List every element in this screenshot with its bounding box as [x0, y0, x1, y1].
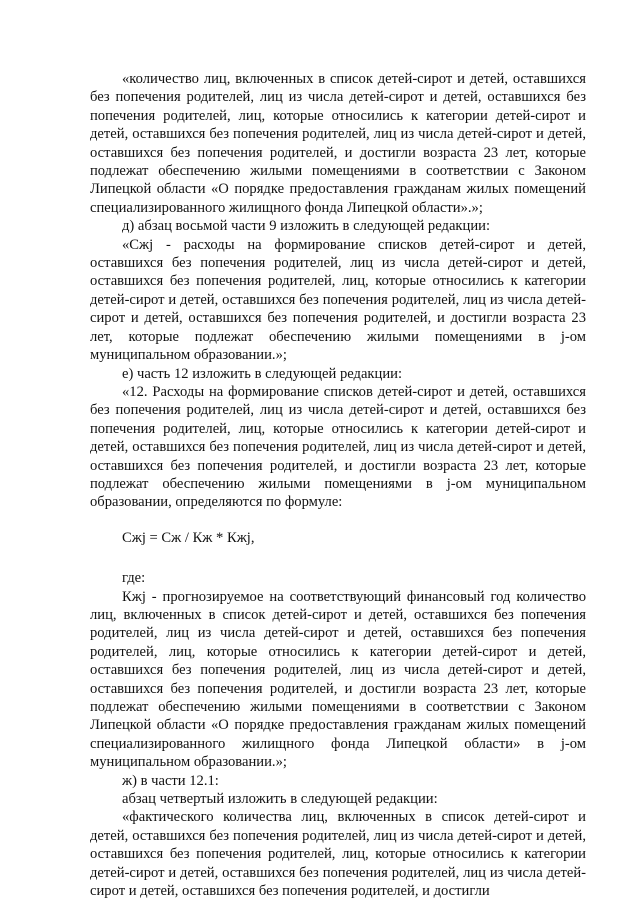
document-page: [90, 70, 586, 900]
paragraph-kzhj-definition: Кжj - прогнозируемое на соответствующий финансовый год количество лиц, включенных в список детей-сирот и детей, оставшихся без попечения родителей, лиц из числа детей-сирот и детей, оставшихся без попечения родителей, лиц, которые относились к категории детей-сирот и детей, оставшихся без попечения родителей, лиц из числа детей-сирот и детей, оставшихся без попечения родителей, и достигли возраста 23 лет, которые подлежат обеспечению жилыми помещениями в соответствии с Законом Липецкой области «О порядке предоставления гражданам жилых помещений специализированного жилищного фонда Липецкой области» в j-ом муниципальном образовании.»;: [90, 588, 586, 771]
paragraph-part-12: «12. Расходы на формирование списков детей-сирот и детей, оставшихся без попечения родителей, лиц из числа детей-сирот и детей, оставшихся без попечения родителей, лиц, которые относились к категории детей-сирот и детей, оставшихся без попечения родителей, лиц из числа детей-сирот и детей, оставшихся без попечения родителей, и достигли возраста 23 лет, которые подлежат обеспечению жилыми помещениями в j-ом муниципальном образовании, определяются по формуле:: [90, 383, 586, 511]
paragraph-amendment-e: е) часть 12 изложить в следующей редакции:: [122, 365, 403, 382]
paragraph-where: где:: [122, 570, 146, 587]
paragraph-amendment-d: д) абзац восьмой части 9 изложить в следующей редакции:: [122, 218, 490, 235]
formula: Сжj = Сж / Кж * Кжj,: [122, 529, 255, 546]
paragraph-szhj-definition: «Сжj - расходы на формирование списков детей-сирот и детей, оставшихся без попечения родителей, лиц из числа детей-сирот и детей, оставшихся без попечения родителей, лиц, которые относились к категории детей-сирот и детей, оставшихся без попечения родителей, лиц из числа детей-сирот и детей, оставшихся без попечения родителей, и достигли возраста 23 лет, которые подлежат обеспечению жилыми помещениями в j-ом муниципальном образовании.»;: [90, 236, 586, 364]
paragraph-actual-quantity: «фактического количества лиц, включенных в список детей-сирот и детей, оставшихся без попечения родителей, лиц из числа детей-сирот и детей, оставшихся без попечения родителей, лиц, которые относились к категории детей-сирот и детей, оставшихся без попечения родителей, лиц из числа детей-сирот и детей, оставшихся без попечения родителей, и достигли: [90, 809, 586, 900]
paragraph-fourth-abzac: абзац четвертый изложить в следующей редакции:: [122, 791, 438, 808]
paragraph-quantity-definition: «количество лиц, включенных в список детей-сирот и детей, оставшихся без попечения родителей, лиц из числа детей-сирот и детей, оставшихся без попечения родителей, лиц, которые относились к категории детей-сирот и детей, оставшихся без попечения родителей, лиц из числа детей-сирот и детей, оставшихся без попечения родителей, и достигли возраста 23 лет, которые подлежат обеспечению жилыми помещениями в соответствии с Законом Липецкой области «О порядке предоставления гражданам жилых помещений специализированного жилищного фонда Липецкой области».»;: [90, 71, 586, 216]
paragraph-amendment-zh: ж) в части 12.1:: [122, 772, 219, 789]
